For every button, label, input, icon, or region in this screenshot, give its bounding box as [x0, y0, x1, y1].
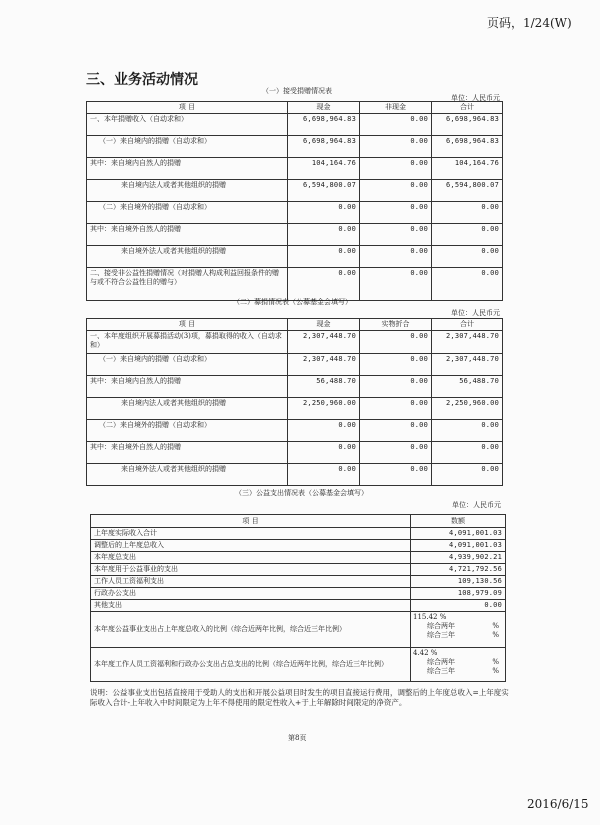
- total-cell: 104,164.76: [432, 158, 503, 180]
- page-number: 第8页: [288, 734, 307, 742]
- two-year-label: 综合两年: [427, 622, 455, 630]
- table-row: [87, 202, 503, 224]
- row-label: 其中：来自境内自然人的捐赠: [87, 158, 288, 180]
- header-noncash: 非现金: [360, 102, 432, 114]
- amount-cell: 0.00: [411, 600, 506, 612]
- two-year-pct: %: [492, 658, 499, 666]
- table-header-row: [91, 515, 506, 528]
- noncash-cell: 0.00: [360, 202, 432, 224]
- total-cell: 0.00: [432, 442, 503, 464]
- ratio-cell: [411, 648, 506, 682]
- noncash-cell: 0.00: [360, 224, 432, 246]
- total-cell: 6,698,964.83: [432, 114, 503, 136]
- noncash-cell: 0.00: [360, 136, 432, 158]
- public-welfare-expense-table: [90, 514, 506, 682]
- three-year-line: [413, 667, 503, 676]
- total-cell: 0.00: [432, 246, 503, 268]
- row-label: 一、本年度组织开展募捐活动(3)项，募捐取得的收入（自动求和）: [87, 331, 288, 354]
- table3-caption: （三）公益支出情况表（公募基金会填写）: [235, 489, 368, 497]
- row-label: 调整后的上年度总收入: [91, 540, 411, 552]
- fundraising-table: [86, 318, 503, 486]
- row-label: 本年度工作人员工资福利和行政办公支出占总支出的比例（综合近两年比例，综合近三年比例）: [91, 648, 411, 682]
- row-label: 一、本年捐赠收入（自动求和）: [87, 114, 288, 136]
- noncash-cell: 0.00: [360, 354, 432, 376]
- noncash-cell: 0.00: [360, 442, 432, 464]
- row-label: 来自境外法人或者其他组织的捐赠: [87, 246, 288, 268]
- table-row: [87, 464, 503, 486]
- total-cell: 0.00: [432, 268, 503, 301]
- table-row: [91, 612, 506, 648]
- three-year-pct: %: [492, 667, 499, 675]
- cash-cell: 2,307,448.70: [288, 331, 360, 354]
- noncash-cell: 0.00: [360, 464, 432, 486]
- row-label: 来自境外法人或者其他组织的捐赠: [87, 464, 288, 486]
- header-item: 项 目: [87, 319, 288, 331]
- total-cell: 0.00: [432, 420, 503, 442]
- ratio-value: 115.42 %: [413, 613, 447, 621]
- ratio-cell: [411, 612, 506, 648]
- noncash-cell: 0.00: [360, 246, 432, 268]
- page-code: 页码，1/24(W): [487, 16, 572, 30]
- amount-cell: 4,091,001.03: [411, 528, 506, 540]
- amount-cell: 4,939,902.21: [411, 552, 506, 564]
- table-row: [87, 180, 503, 202]
- two-year-label: 综合两年: [427, 658, 455, 666]
- cash-cell: 2,307,448.70: [288, 354, 360, 376]
- table-row: [87, 442, 503, 464]
- two-year-line: [413, 658, 503, 667]
- table-row: [91, 648, 506, 682]
- table3-unit: 单位：人民币元: [452, 501, 501, 509]
- table-row: [87, 268, 503, 301]
- three-year-pct: %: [492, 631, 499, 639]
- total-cell: 56,488.70: [432, 376, 503, 398]
- row-label: 本年度公益事业支出占上年度总收入的比例（综合近两年比例，综合近三年比例）: [91, 612, 411, 648]
- amount-cell: 4,721,792.56: [411, 564, 506, 576]
- amount-cell: 108,979.09: [411, 588, 506, 600]
- noncash-cell: 0.00: [360, 114, 432, 136]
- header-total: 合计: [432, 319, 503, 331]
- cash-cell: 6,698,964.83: [288, 114, 360, 136]
- cash-cell: 0.00: [288, 442, 360, 464]
- table-row: [91, 600, 506, 612]
- ratio-value: 4.42 %: [413, 649, 438, 657]
- row-label: （二）来自境外的捐赠（自动求和）: [87, 202, 288, 224]
- noncash-cell: 0.00: [360, 376, 432, 398]
- explanation-note: 说明：公益事业支出包括直接用于受助人的支出和开展公益项目时发生的项目直接运行费用，调整后的上年度总收入=上年度实际收入合计-上年收入中时间限定为上年不得使用的限定性收入+于上年解除时间限定的净资产。: [90, 688, 509, 707]
- header-cash: 现金: [288, 102, 360, 114]
- table-row: [87, 376, 503, 398]
- three-year-label: 综合三年: [427, 631, 455, 639]
- row-label: （二）来自境外的捐赠（自动求和）: [87, 420, 288, 442]
- cash-cell: 2,250,960.00: [288, 398, 360, 420]
- cash-cell: 56,488.70: [288, 376, 360, 398]
- table-row: [91, 588, 506, 600]
- two-year-pct: %: [492, 622, 499, 630]
- table-row: [87, 398, 503, 420]
- table-row: [91, 540, 506, 552]
- header-total: 合计: [432, 102, 503, 114]
- total-cell: 2,307,448.70: [432, 331, 503, 354]
- noncash-cell: 0.00: [360, 331, 432, 354]
- table2-caption: （二）募捐情况表（公募基金会填写）: [233, 298, 352, 306]
- two-year-line: [413, 622, 503, 631]
- amount-cell: 109,130.56: [411, 576, 506, 588]
- cash-cell: 6,594,800.07: [288, 180, 360, 202]
- noncash-cell: 0.00: [360, 398, 432, 420]
- cash-cell: 0.00: [288, 464, 360, 486]
- row-label: 其中：来自境内自然人的捐赠: [87, 376, 288, 398]
- row-label: 上年度实际收入合计: [91, 528, 411, 540]
- table-row: [91, 528, 506, 540]
- table-row: [87, 354, 503, 376]
- page-title: 三、业务活动情况: [86, 72, 198, 88]
- cash-cell: 0.00: [288, 246, 360, 268]
- cash-cell: 0.00: [288, 268, 360, 301]
- noncash-cell: 0.00: [360, 158, 432, 180]
- table1-unit: 单位：人民币元: [451, 94, 500, 102]
- header-item: 项 目: [87, 102, 288, 114]
- noncash-cell: 0.00: [360, 180, 432, 202]
- total-cell: 0.00: [432, 464, 503, 486]
- total-cell: 6,594,800.07: [432, 180, 503, 202]
- table-row: [87, 420, 503, 442]
- row-label: 本年度用于公益事业的支出: [91, 564, 411, 576]
- row-label: 来自境内法人或者其他组织的捐赠: [87, 398, 288, 420]
- row-label: （一）来自境内的捐赠（自动求和）: [87, 354, 288, 376]
- table-row: [87, 246, 503, 268]
- header-in-kind: 实物折合: [360, 319, 432, 331]
- total-cell: 0.00: [432, 224, 503, 246]
- table-row: [91, 564, 506, 576]
- total-cell: 2,250,960.00: [432, 398, 503, 420]
- total-cell: 2,307,448.70: [432, 354, 503, 376]
- cash-cell: 0.00: [288, 224, 360, 246]
- cash-cell: 6,698,964.83: [288, 136, 360, 158]
- table-row: [87, 158, 503, 180]
- total-cell: 6,698,964.83: [432, 136, 503, 158]
- row-label: 行政办公支出: [91, 588, 411, 600]
- date-stamp: 2016/6/15: [527, 797, 589, 811]
- table1-caption: （一）接受捐赠情况表: [262, 87, 332, 95]
- header-cash: 现金: [288, 319, 360, 331]
- cash-cell: 104,164.76: [288, 158, 360, 180]
- cash-cell: 0.00: [288, 202, 360, 224]
- three-year-label: 综合三年: [427, 667, 455, 675]
- cash-cell: 0.00: [288, 420, 360, 442]
- table-row: [91, 576, 506, 588]
- table-header-row: [87, 102, 503, 114]
- donation-received-table: [86, 101, 503, 301]
- row-label: 其中：来自境外自然人的捐赠: [87, 224, 288, 246]
- row-label: 工作人员工资福利支出: [91, 576, 411, 588]
- table-row: [87, 114, 503, 136]
- table-row: [87, 331, 503, 354]
- header-amount: 数额: [411, 515, 506, 528]
- table-row: [87, 136, 503, 158]
- row-label: （一）来自境内的捐赠（自动求和）: [87, 136, 288, 158]
- amount-cell: 4,091,001.03: [411, 540, 506, 552]
- row-label: 其中：来自境外自然人的捐赠: [87, 442, 288, 464]
- noncash-cell: 0.00: [360, 420, 432, 442]
- row-label: 二、接受非公益性捐赠情况（对捐赠人构成利益回报条件的赠与或不符合公益性目的赠与）: [87, 268, 288, 301]
- row-label: 来自境内法人或者其他组织的捐赠: [87, 180, 288, 202]
- noncash-cell: 0.00: [360, 268, 432, 301]
- total-cell: 0.00: [432, 202, 503, 224]
- row-label: 本年度总支出: [91, 552, 411, 564]
- three-year-line: [413, 631, 503, 640]
- table-header-row: [87, 319, 503, 331]
- row-label: 其他支出: [91, 600, 411, 612]
- table-row: [91, 552, 506, 564]
- table2-unit: 单位：人民币元: [451, 309, 500, 317]
- header-item: 项 目: [91, 515, 411, 528]
- table-row: [87, 224, 503, 246]
